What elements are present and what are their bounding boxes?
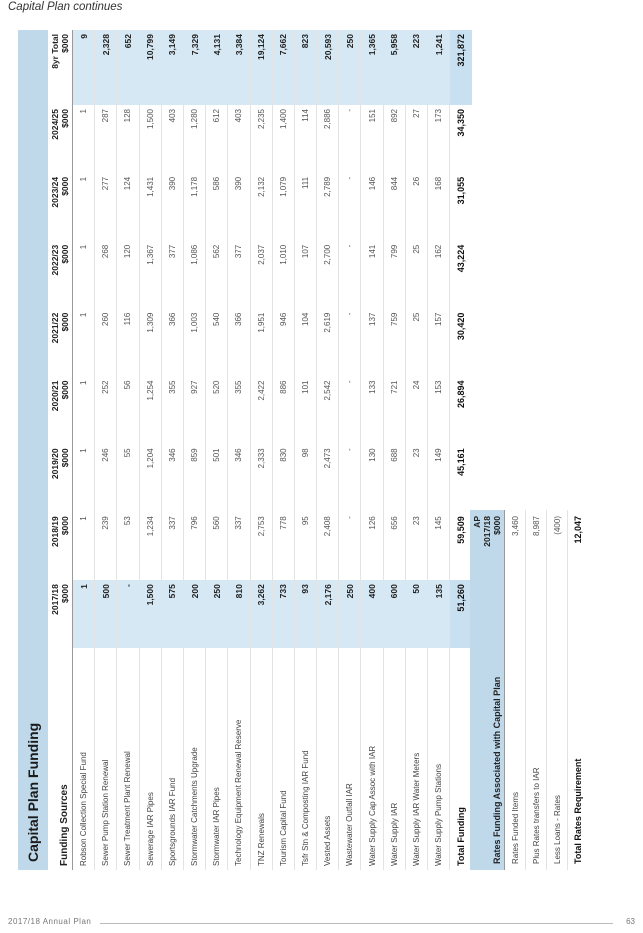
cell-value: 2,235 (250, 105, 272, 173)
row-label: Technology Equipment Renewal Reserve (228, 648, 250, 870)
cell-value-8yr-total: 1,241 (428, 30, 450, 105)
rates-row-value: (400) (547, 510, 568, 618)
cell-value: 30,420 (450, 309, 473, 377)
table-row (272, 30, 294, 870)
header-year: 2019/20 (50, 448, 60, 480)
cell-value: 1 (73, 444, 95, 512)
cell-value: 157 (428, 309, 450, 377)
row-label: TNZ Renewals (250, 648, 272, 870)
cell-value: 1,951 (250, 309, 272, 377)
table-row (228, 30, 250, 870)
cell-value: 95 (294, 512, 316, 580)
header-funding-sources (48, 648, 73, 870)
row-label: Water Supply Pump Stations (428, 648, 450, 870)
cell-value-8yr-total: 3,149 (161, 30, 183, 105)
cell-value: 346 (161, 444, 183, 512)
cell-value: 799 (383, 241, 405, 309)
page-number: 63 (626, 917, 635, 926)
cell-value: 43,224 (450, 241, 473, 309)
cell-value: 2,789 (317, 173, 339, 241)
cell-value: 162 (428, 241, 450, 309)
table-row (73, 30, 95, 870)
row-label: Tsfr Stn & Composting IAR Fund (294, 648, 316, 870)
header-label: Funding Sources (59, 784, 70, 866)
footer-publication: 2017/18 Annual Plan (8, 917, 92, 926)
cell-value-8yr-total: 2,328 (95, 30, 117, 105)
table-row (317, 30, 339, 870)
cell-value: 23 (405, 512, 427, 580)
cell-value: 56 (117, 377, 139, 445)
cell-value: 892 (383, 105, 405, 173)
header-unit: $000 (60, 109, 70, 128)
header-column (48, 580, 73, 648)
cell-value: 1,431 (139, 173, 161, 241)
page-title: Capital Plan Funding (18, 30, 48, 870)
rates-row-label: Rates Funded Items (505, 618, 526, 870)
row-label: Sewer Pump Station Renewal (95, 648, 117, 870)
cell-value-2017-18: 93 (294, 580, 316, 648)
cell-value: 1 (73, 512, 95, 580)
cell-value: 366 (161, 309, 183, 377)
cell-value: 1,010 (272, 241, 294, 309)
cell-value: 168 (428, 173, 450, 241)
cell-value: 26,894 (450, 377, 473, 445)
header-column (48, 309, 73, 377)
cell-value-8yr-total: 321,872 (450, 30, 473, 105)
cell-value: - (339, 173, 361, 241)
cell-value-2017-18: 400 (361, 580, 383, 648)
cell-value: 1 (73, 105, 95, 173)
header-unit: $000 (60, 584, 70, 604)
rates-row-value: 3,460 (505, 510, 526, 618)
cell-value: 656 (383, 512, 405, 580)
cell-value: 31,055 (450, 173, 473, 241)
cell-value-2017-18: 3,262 (250, 580, 272, 648)
footer-rule (100, 923, 613, 924)
total-row (450, 30, 473, 870)
cell-value: - (339, 444, 361, 512)
cell-value: 366 (228, 309, 250, 377)
cell-value: 2,753 (250, 512, 272, 580)
cell-value-2017-18: 135 (428, 580, 450, 648)
table-row (361, 30, 383, 870)
cell-value: 27 (405, 105, 427, 173)
cell-value: 796 (183, 512, 205, 580)
cell-value: 946 (272, 309, 294, 377)
table-header-row (48, 30, 73, 870)
cell-value-2017-18: 1,500 (139, 580, 161, 648)
header-unit: $000 (60, 244, 70, 264)
cell-value: 2,408 (317, 512, 339, 580)
cell-value: 403 (161, 105, 183, 173)
cell-value: 111 (294, 173, 316, 241)
cell-value: 721 (383, 377, 405, 445)
cell-value: 25 (405, 241, 427, 309)
cell-value-8yr-total: 10,799 (139, 30, 161, 105)
cell-value: 141 (361, 241, 383, 309)
cell-value-8yr-total: 9 (73, 30, 95, 105)
cell-value-8yr-total: 823 (294, 30, 316, 105)
cell-value: - (339, 241, 361, 309)
header-year: 2017/18 (50, 584, 60, 615)
cell-value: 153 (428, 377, 450, 445)
cell-value: 390 (228, 173, 250, 241)
cell-value: 268 (95, 241, 117, 309)
table-row (383, 30, 405, 870)
header-column (48, 444, 73, 512)
cell-value: 246 (95, 444, 117, 512)
rates-header-ap: AP (472, 516, 482, 528)
cell-value: 137 (361, 309, 383, 377)
row-label: Water Supply IAR Water Meters (405, 648, 427, 870)
cell-value-2017-18: 600 (383, 580, 405, 648)
rotated-page-content (18, 30, 618, 870)
rates-row-label: Less Loans - Rates (547, 618, 568, 870)
cell-value: 252 (95, 377, 117, 445)
cell-value: 1,254 (139, 377, 161, 445)
cell-value: 520 (206, 377, 228, 445)
cell-value-8yr-total: 250 (339, 30, 361, 105)
cell-value: 114 (294, 105, 316, 173)
cell-value-2017-18: 250 (339, 580, 361, 648)
cell-value: 2,132 (250, 173, 272, 241)
cell-value: 120 (117, 241, 139, 309)
cell-value-2017-18: 1 (73, 580, 95, 648)
cell-value: 886 (272, 377, 294, 445)
cell-value: - (339, 309, 361, 377)
cell-value: 859 (183, 444, 205, 512)
cell-value: 2,473 (317, 444, 339, 512)
cell-value-8yr-total: 7,329 (183, 30, 205, 105)
header-column (48, 173, 73, 241)
rates-row-value: 8,987 (526, 510, 547, 618)
cell-value: 101 (294, 377, 316, 445)
cell-value: 116 (117, 309, 139, 377)
table-row (250, 30, 272, 870)
row-label: Stormwater Catchments Upgrade (183, 648, 205, 870)
cell-value: 1,003 (183, 309, 205, 377)
row-label: Stormwater IAR Pipes (206, 648, 228, 870)
cell-value: 377 (161, 241, 183, 309)
running-head: Capital Plan continues (8, 1, 123, 13)
row-label: Vested Assets (317, 648, 339, 870)
cell-value: 759 (383, 309, 405, 377)
cell-value: 45,161 (450, 444, 473, 512)
cell-value-2017-18: 51,260 (450, 580, 473, 648)
cell-value: 173 (428, 105, 450, 173)
row-label: Wastewater Outfall IAR (339, 648, 361, 870)
cell-value: 844 (383, 173, 405, 241)
cell-value: 2,619 (317, 309, 339, 377)
cell-value: 830 (272, 444, 294, 512)
row-label: Total Funding (450, 648, 473, 870)
cell-value: 239 (95, 512, 117, 580)
cell-value: 59,509 (450, 512, 473, 580)
cell-value: 1,309 (139, 309, 161, 377)
cell-value-8yr-total: 7,662 (272, 30, 294, 105)
cell-value: 23 (405, 444, 427, 512)
header-unit: $000 (60, 312, 70, 332)
cell-value: 133 (361, 377, 383, 445)
header-unit: $000 (60, 34, 70, 53)
cell-value: 355 (161, 377, 183, 445)
cell-value-8yr-total: 223 (405, 30, 427, 105)
rates-row (526, 510, 547, 870)
cell-value: 688 (383, 444, 405, 512)
header-year: 2023/24 (50, 176, 60, 208)
table-row (339, 30, 361, 870)
row-label: Water Supply IAR (383, 648, 405, 870)
rates-row (547, 510, 568, 870)
rates-row-label: Total Rates Requirement (568, 618, 589, 870)
cell-value-2017-18: - (117, 580, 139, 648)
cell-value: 130 (361, 444, 383, 512)
header-year: 2021/22 (50, 312, 60, 344)
cell-value: 337 (161, 512, 183, 580)
table-row (139, 30, 161, 870)
cell-value: 2,700 (317, 241, 339, 309)
cell-value: 562 (206, 241, 228, 309)
rates-header-year-text: 2017/18 (482, 516, 492, 547)
cell-value: 149 (428, 444, 450, 512)
header-unit: $000 (60, 516, 70, 536)
cell-value: 25 (405, 309, 427, 377)
cell-value: 2,542 (317, 377, 339, 445)
cell-value-8yr-total: 3,384 (228, 30, 250, 105)
cell-value: 778 (272, 512, 294, 580)
capital-plan-funding-table (48, 30, 472, 870)
rates-row (505, 510, 526, 870)
cell-value: 1,086 (183, 241, 205, 309)
cell-value: 501 (206, 444, 228, 512)
cell-value: 1 (73, 377, 95, 445)
cell-value: - (339, 512, 361, 580)
cell-value: 1,280 (183, 105, 205, 173)
cell-value-8yr-total: 5,958 (383, 30, 405, 105)
cell-value: 104 (294, 309, 316, 377)
rates-row-value: 12,047 (568, 510, 589, 618)
header-year: 2022/23 (50, 244, 60, 276)
cell-value: 53 (117, 512, 139, 580)
cell-value: 1 (73, 173, 95, 241)
cell-value: 1,400 (272, 105, 294, 173)
cell-value: 34,350 (450, 105, 473, 173)
cell-value: 612 (206, 105, 228, 173)
rates-header-unit: $000 (492, 516, 502, 535)
cell-value: 124 (117, 173, 139, 241)
rates-total-row (568, 510, 589, 870)
header-unit: $000 (60, 176, 70, 196)
cell-value: 586 (206, 173, 228, 241)
cell-value: 287 (95, 105, 117, 173)
cell-value-2017-18: 575 (161, 580, 183, 648)
cell-value: 1 (73, 241, 95, 309)
cell-value: 1,178 (183, 173, 205, 241)
row-label: Robson Collection Special Fund (73, 648, 95, 870)
cell-value: 24 (405, 377, 427, 445)
cell-value: 107 (294, 241, 316, 309)
cell-value: 403 (228, 105, 250, 173)
cell-value: 1,500 (139, 105, 161, 173)
table-row (161, 30, 183, 870)
header-column (48, 30, 73, 105)
cell-value: 277 (95, 173, 117, 241)
cell-value: 390 (161, 173, 183, 241)
cell-value-2017-18: 2,176 (317, 580, 339, 648)
cell-value-2017-18: 733 (272, 580, 294, 648)
table-row (294, 30, 316, 870)
rates-funding-table (470, 510, 588, 870)
table-row (183, 30, 205, 870)
cell-value: 146 (361, 173, 383, 241)
cell-value: - (339, 377, 361, 445)
row-label: Sewerage IAR Pipes (139, 648, 161, 870)
cell-value: 355 (228, 377, 250, 445)
cell-value: - (339, 105, 361, 173)
cell-value: 1,079 (272, 173, 294, 241)
header-column (48, 377, 73, 445)
header-column (48, 512, 73, 580)
cell-value-8yr-total: 4,131 (206, 30, 228, 105)
rates-header-year (470, 510, 505, 618)
header-year: 2018/19 (50, 516, 60, 547)
cell-value-8yr-total: 652 (117, 30, 139, 105)
cell-value: 126 (361, 512, 383, 580)
cell-value-2017-18: 250 (206, 580, 228, 648)
rates-header-label: Rates Funding Associated with Capital Plan (470, 618, 505, 870)
cell-value: 260 (95, 309, 117, 377)
cell-value: 1 (73, 309, 95, 377)
row-label: Sportsgrounds IAR Fund (161, 648, 183, 870)
row-label: Tourism Capital Fund (272, 648, 294, 870)
header-column (48, 105, 73, 173)
cell-value-8yr-total: 20,593 (317, 30, 339, 105)
cell-value: 128 (117, 105, 139, 173)
header-year: 2020/21 (50, 380, 60, 412)
cell-value-8yr-total: 1,365 (361, 30, 383, 105)
table-row (95, 30, 117, 870)
cell-value: 2,037 (250, 241, 272, 309)
cell-value: 1,204 (139, 444, 161, 512)
header-year: 8yr Total (50, 34, 60, 69)
row-label: Sewer Treatment Plant Renewal (117, 648, 139, 870)
table-row (206, 30, 228, 870)
rates-row-label: Plus Rates transfers to IAR (526, 618, 547, 870)
cell-value: 1,234 (139, 512, 161, 580)
cell-value: 377 (228, 241, 250, 309)
cell-value-2017-18: 50 (405, 580, 427, 648)
rates-header-row (470, 510, 505, 870)
cell-value: 1,367 (139, 241, 161, 309)
cell-value: 2,422 (250, 377, 272, 445)
table-row (405, 30, 427, 870)
cell-value: 540 (206, 309, 228, 377)
cell-value-8yr-total: 19,124 (250, 30, 272, 105)
cell-value-2017-18: 200 (183, 580, 205, 648)
cell-value: 26 (405, 173, 427, 241)
header-unit: $000 (60, 448, 70, 468)
cell-value: 927 (183, 377, 205, 445)
row-label: Water Supply Cap Assoc with IAR (361, 648, 383, 870)
cell-value: 151 (361, 105, 383, 173)
cell-value: 346 (228, 444, 250, 512)
header-column (48, 241, 73, 309)
cell-value-2017-18: 500 (95, 580, 117, 648)
cell-value: 98 (294, 444, 316, 512)
cell-value-2017-18: 810 (228, 580, 250, 648)
cell-value: 337 (228, 512, 250, 580)
table-row (117, 30, 139, 870)
table-row (428, 30, 450, 870)
cell-value: 560 (206, 512, 228, 580)
cell-value: 145 (428, 512, 450, 580)
cell-value: 55 (117, 444, 139, 512)
header-unit: $000 (60, 380, 70, 400)
header-year: 2024/25 (50, 109, 60, 140)
cell-value: 2,886 (317, 105, 339, 173)
cell-value: 2,333 (250, 444, 272, 512)
